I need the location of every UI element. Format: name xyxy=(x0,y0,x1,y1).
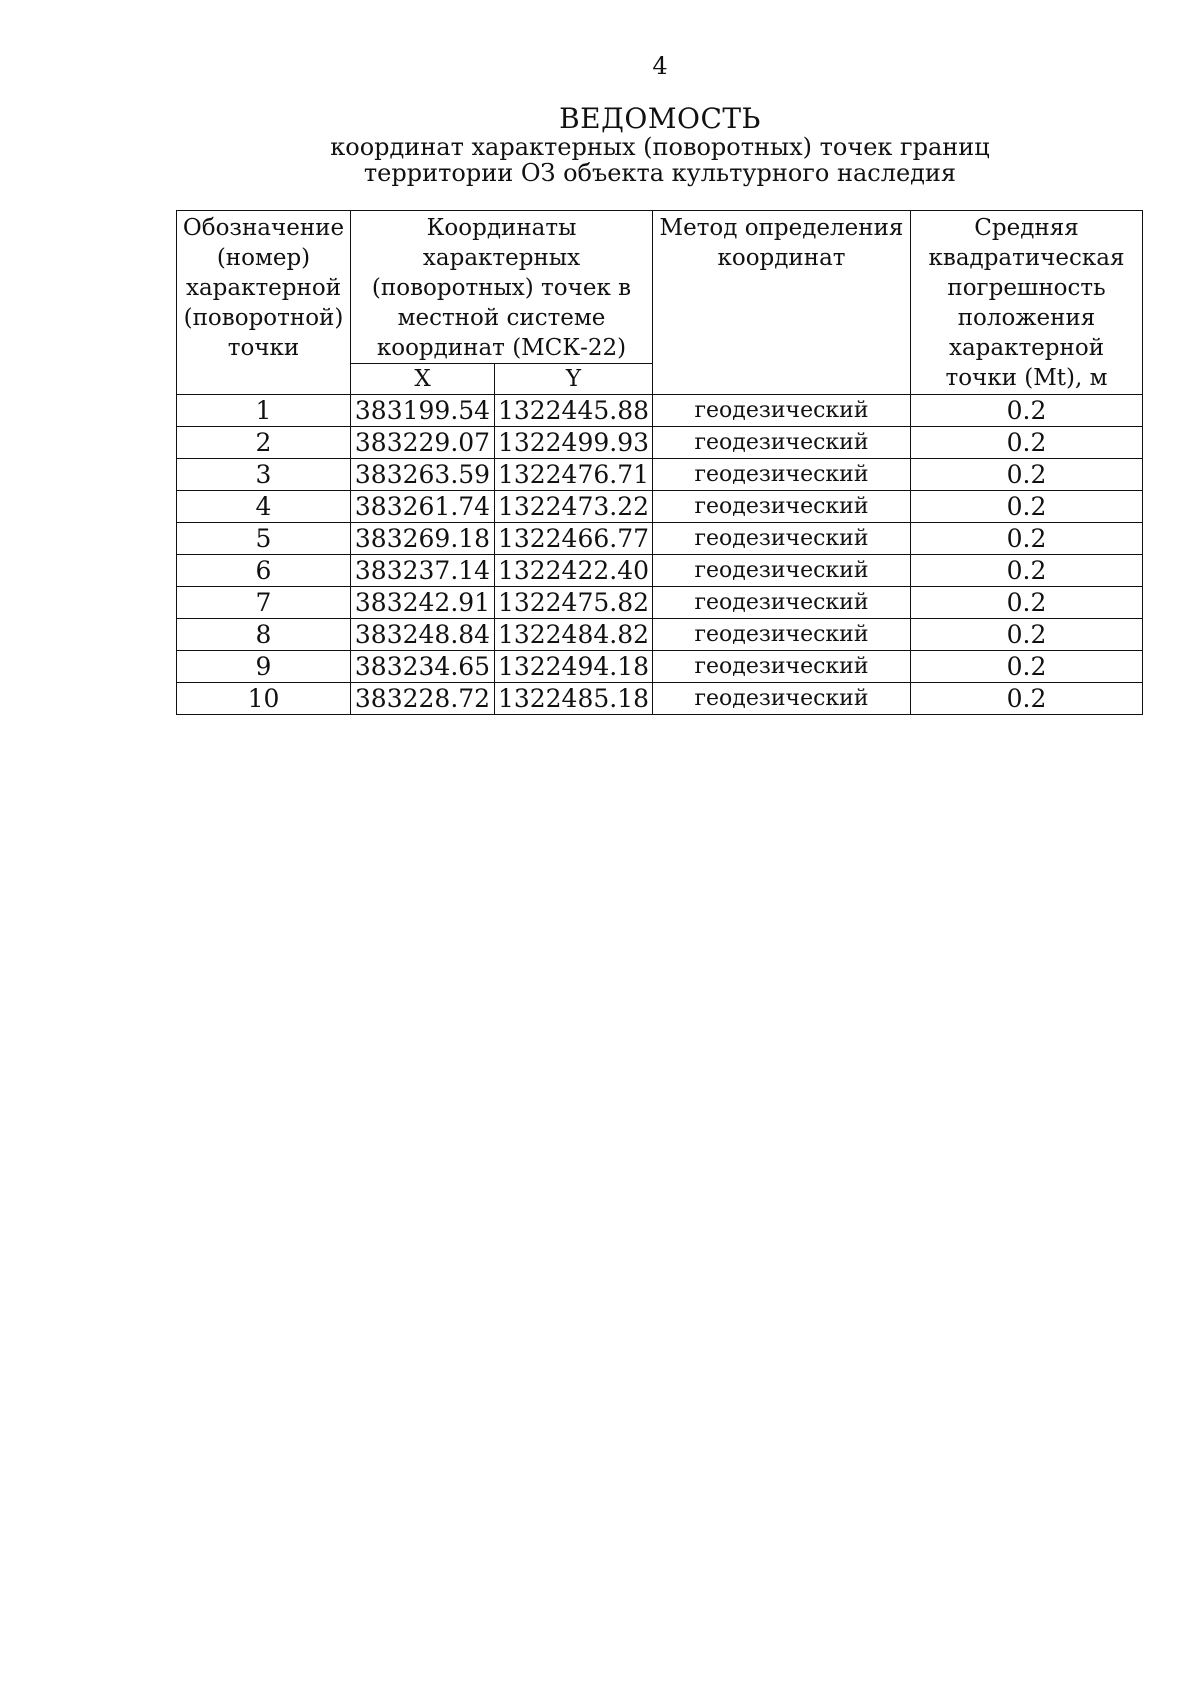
cell-method: геодезический xyxy=(653,395,911,427)
cell-error: 0.2 xyxy=(911,427,1143,459)
cell-method: геодезический xyxy=(653,683,911,715)
cell-point: 2 xyxy=(177,427,351,459)
cell-method: геодезический xyxy=(653,555,911,587)
cell-x: 383242.91 xyxy=(351,587,495,619)
cell-point: 6 xyxy=(177,555,351,587)
cell-x: 383261.74 xyxy=(351,491,495,523)
header-y: Y xyxy=(495,364,653,395)
document-subtitle-line-1: координат характерных (поворотных) точек границ xyxy=(330,133,990,161)
cell-method: геодезический xyxy=(653,523,911,555)
cell-error: 0.2 xyxy=(911,459,1143,491)
header-coordinates: Координаты характерных (поворотных) точек в местной системе координат (МСК-22) xyxy=(351,211,653,364)
cell-error: 0.2 xyxy=(911,555,1143,587)
page-number: 4 xyxy=(652,52,668,80)
cell-y: 1322499.93 xyxy=(495,427,653,459)
cell-error: 0.2 xyxy=(911,619,1143,651)
table-body xyxy=(177,395,1143,715)
coordinates-table xyxy=(176,210,1143,715)
cell-point: 9 xyxy=(177,651,351,683)
cell-y: 1322494.18 xyxy=(495,651,653,683)
cell-error: 0.2 xyxy=(911,395,1143,427)
table-row xyxy=(177,523,1143,555)
cell-x: 383199.54 xyxy=(351,395,495,427)
document-title: ВЕДОМОСТЬ xyxy=(559,102,761,135)
cell-point: 4 xyxy=(177,491,351,523)
table-header xyxy=(177,211,1143,395)
cell-error: 0.2 xyxy=(911,683,1143,715)
cell-y: 1322422.40 xyxy=(495,555,653,587)
cell-point: 5 xyxy=(177,523,351,555)
cell-method: геодезический xyxy=(653,587,911,619)
cell-y: 1322466.77 xyxy=(495,523,653,555)
table-row xyxy=(177,587,1143,619)
table-row xyxy=(177,619,1143,651)
cell-y: 1322473.22 xyxy=(495,491,653,523)
table-row xyxy=(177,427,1143,459)
cell-method: геодезический xyxy=(653,619,911,651)
cell-y: 1322484.82 xyxy=(495,619,653,651)
table-row xyxy=(177,491,1143,523)
cell-point: 3 xyxy=(177,459,351,491)
cell-error: 0.2 xyxy=(911,587,1143,619)
cell-x: 383269.18 xyxy=(351,523,495,555)
document-heading xyxy=(300,104,1020,186)
header-error: Средняя квадратическая погрешность положения характерной точки (Mt), м xyxy=(911,211,1143,395)
cell-method: геодезический xyxy=(653,651,911,683)
header-point: Обозначение (номер) характерной (поворотной) точки xyxy=(177,211,351,395)
cell-x: 383234.65 xyxy=(351,651,495,683)
table-row xyxy=(177,683,1143,715)
header-method: Метод определения координат xyxy=(653,211,911,395)
table-row xyxy=(177,459,1143,491)
cell-error: 0.2 xyxy=(911,523,1143,555)
cell-point: 7 xyxy=(177,587,351,619)
cell-x: 383228.72 xyxy=(351,683,495,715)
cell-point: 1 xyxy=(177,395,351,427)
cell-x: 383248.84 xyxy=(351,619,495,651)
table-row xyxy=(177,555,1143,587)
table-row xyxy=(177,395,1143,427)
cell-y: 1322485.18 xyxy=(495,683,653,715)
cell-method: геодезический xyxy=(653,459,911,491)
cell-x: 383263.59 xyxy=(351,459,495,491)
table-row xyxy=(177,651,1143,683)
header-x: X xyxy=(351,364,495,395)
cell-y: 1322476.71 xyxy=(495,459,653,491)
cell-error: 0.2 xyxy=(911,491,1143,523)
header-row xyxy=(177,211,1143,364)
cell-y: 1322445.88 xyxy=(495,395,653,427)
cell-x: 383229.07 xyxy=(351,427,495,459)
document-subtitle-line-2: территории ОЗ объекта культурного наследия xyxy=(363,159,957,187)
cell-point: 8 xyxy=(177,619,351,651)
cell-error: 0.2 xyxy=(911,651,1143,683)
cell-method: геодезический xyxy=(653,491,911,523)
cell-x: 383237.14 xyxy=(351,555,495,587)
cell-method: геодезический xyxy=(653,427,911,459)
cell-point: 10 xyxy=(177,683,351,715)
cell-y: 1322475.82 xyxy=(495,587,653,619)
